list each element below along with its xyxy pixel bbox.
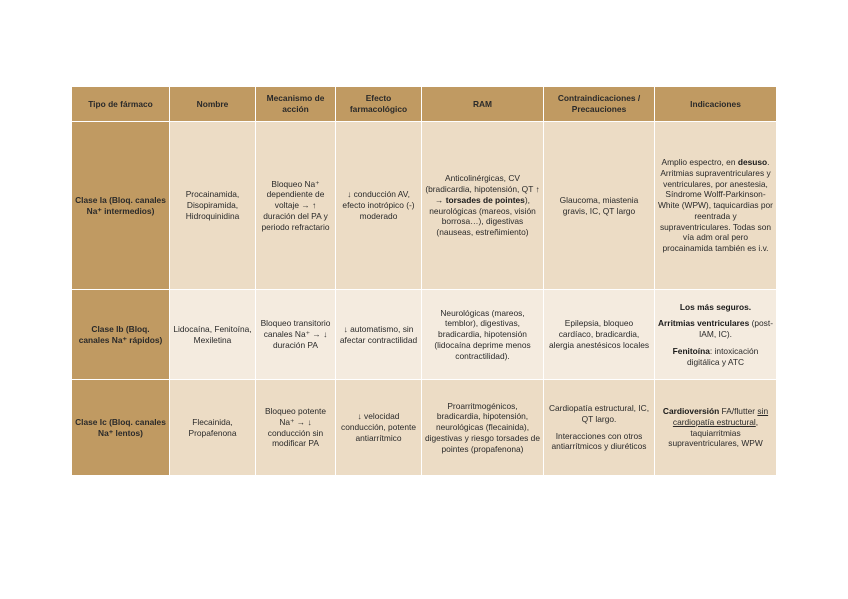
cell-mecanismo: Bloqueo Na⁺ dependiente de voltaje → ↑ duración del PA y periodo refractario [256,122,336,290]
header-efecto: Efecto farmacológico [336,87,422,122]
ind-text-e: : intoxicación digitálica y ATC [686,345,759,367]
ind-text-b: FA/flutter [719,406,758,416]
cell-efecto: ↓ automatismo, sin afectar contractilidad [336,290,422,380]
header-nombre: Nombre [170,87,256,122]
ind-paragraph-2 [658,318,773,340]
cell-nombre: Lidocaína, Fenitoína, Mexiletina [170,290,256,380]
cell-indicaciones [655,290,777,380]
ram-text-c: ), neurológicas (mareos, visión borrosa…), digestivas (nauseas, estreñimiento) [429,194,536,237]
cell-nombre: Procainamida, Disopiramida, Hidroquinidina [170,122,256,290]
ram-text-a: Anticolinérgicas, CV (bradicardia, hipotensión, QT ↑ → [425,173,540,205]
ind-desuso: desuso [737,157,768,168]
ind-sin-cardiopatia: sin cardiopatía estructural [672,406,769,427]
ind-cardioversion: Cardioversión [662,406,720,416]
cell-tipo: Clase Ib (Bloq. canales Na⁺ rápidos) [72,290,170,380]
cell-ram: Proarritmogénicos, bradicardia, hipotensión, neurológicas (flecainida), digestivas y riesgo torsades de pointes (propafenona) [422,380,544,476]
ind-fenitoina: Fenitoína [672,345,710,356]
contra-paragraph-1: Cardiopatía estructural, IC, QT largo. [548,403,650,424]
header-indicaciones: Indicaciones [655,87,777,122]
ind-arritmias-ventriculares: Arritmias ventriculares [658,318,750,329]
header-tipo: Tipo de fármaco [72,87,170,122]
table-row-clase-ia [72,122,777,290]
cell-ram: Neurológicas (mareos, temblor), digestivas, bradicardia, hipotensión (lidocaína deprime menos contractilidad). [422,290,544,380]
cell-efecto: ↓ velocidad conducción, potente antiarrítmico [336,380,422,476]
antiarrhythmic-table [71,86,777,476]
header-ram: RAM [422,87,544,122]
cell-contra: Epilepsia, bloqueo cardíaco, bradicardia, alergia anestésicos locales [544,290,655,380]
ind-text-c: . Arritmias supraventriculares y ventriculares, por anestesia, Síndrome Wolff-Parkinson-White (WPW), taquicardias por reentrada y supraventriculares. Todas son vía adm oral pero procainamida también es i.v. [658,157,773,254]
ind-paragraph-3 [658,346,773,368]
header-mecanismo: Mecanismo de acción [256,87,336,122]
cell-indicaciones [655,122,777,290]
cell-tipo: Clase Ic (Bloq. canales Na⁺ lentos) [72,380,170,476]
cell-contra [544,380,655,476]
header-contra: Contraindicaciones / Precauciones [544,87,655,122]
cell-contra: Glaucoma, miastenia gravis, IC, QT largo [544,122,655,290]
contra-paragraph-2: Interacciones con otros antiarrítmicos y diuréticos [551,430,647,452]
cell-mecanismo: Bloqueo transitorio canales Na⁺ → ↓ duración PA [256,290,336,380]
table-row-clase-ic [72,380,777,476]
ram-torsades: torsades de pointes [445,194,525,205]
ind-mas-seguros: Los más seguros. [679,301,752,312]
ind-text-a: Amplio espectro, en [661,157,738,168]
cell-indicaciones [655,380,777,476]
table-row-clase-ib [72,290,777,380]
cell-ram [422,122,544,290]
cell-nombre: Flecainida, Propafenona [170,380,256,476]
table-header [72,87,777,122]
cell-mecanismo: Bloqueo potente Na⁺ → ↓ conducción sin modificar PA [256,380,336,476]
ind-text-c: (post-IAM, IC). [698,318,773,340]
cell-tipo: Clase Ia (Bloq. canales Na⁺ intermedios) [72,122,170,290]
ind-text-d: , taquiarritmias supraventriculares, WPW [668,416,763,449]
cell-efecto: ↓ conducción AV, efecto inotrópico (-) moderado [336,122,422,290]
